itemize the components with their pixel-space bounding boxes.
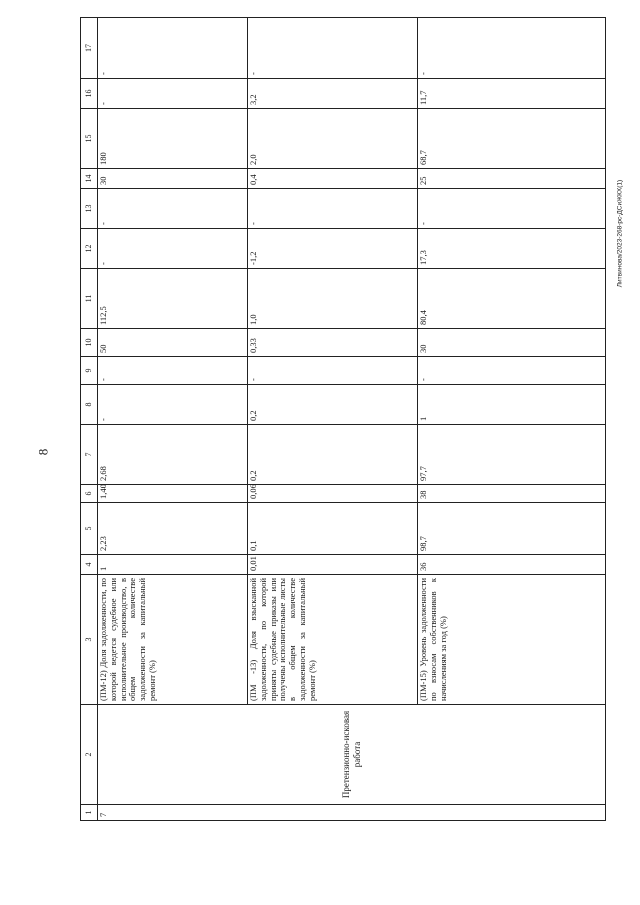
value-cell: 0,33	[248, 329, 418, 357]
table-row	[418, 18, 606, 821]
value-cell: 1,0	[248, 269, 418, 329]
table-row	[98, 18, 248, 821]
header-cell: 1	[81, 805, 98, 821]
value-cell: 11,7	[418, 79, 606, 109]
header-cell: 15	[81, 109, 98, 169]
value-cell: 68,7	[418, 109, 606, 169]
value-cell: -	[248, 357, 418, 385]
value-cell: 80,4	[418, 269, 606, 329]
value-cell: -	[98, 229, 248, 269]
value-cell: -	[98, 385, 248, 425]
value-cell: 0,1	[248, 503, 418, 555]
indicator-description: (ПМ -13) Доля взысканной задолженности, по которой приняты судебные приказы или получены исполнительные листы в общем количестве задолженности за капитальный ремонт (%)	[248, 575, 418, 705]
value-cell: 0,01	[248, 555, 418, 575]
value-cell: 2,0	[248, 109, 418, 169]
value-cell: 180	[98, 109, 248, 169]
indicator-description: (ПМ-12) Доля задолженности, по которой ведется судебное или исполнительное производство, в общем количестве задолженности за капитальный ремонт (%)	[98, 575, 248, 705]
value-cell: -	[418, 357, 606, 385]
header-cell: 10	[81, 329, 98, 357]
header-cell: 12	[81, 229, 98, 269]
header-cell: 13	[81, 189, 98, 229]
row-number-cell: 7	[98, 805, 606, 821]
value-cell: 0,2	[248, 425, 418, 485]
value-cell: 0,06	[248, 485, 418, 503]
header-cell: 7	[81, 425, 98, 485]
header-cell: 14	[81, 169, 98, 189]
value-cell: 2,68	[98, 425, 248, 485]
value-cell: -	[248, 18, 418, 79]
value-cell: 0,4	[248, 169, 418, 189]
page-number: 8	[35, 448, 51, 456]
value-cell: 17,3	[418, 229, 606, 269]
value-cell: 25	[418, 169, 606, 189]
footer-reference: Литвинова/2023-268-рс-ДСиЖКХ(1)	[616, 179, 624, 288]
value-cell: 3,2	[248, 79, 418, 109]
indicator-description: (ПМ-15) Уровень задолженности по взносам собственников к начислениям за год (%)	[418, 575, 606, 705]
indicators-table	[80, 17, 606, 821]
value-cell: -	[418, 189, 606, 229]
value-cell: 1	[98, 555, 248, 575]
header-cell: 2	[81, 705, 98, 805]
value-cell: 36	[418, 555, 606, 575]
value-cell: 98,7	[418, 503, 606, 555]
header-cell: 6	[81, 485, 98, 503]
value-cell: 2,23	[98, 503, 248, 555]
value-cell: 0,2	[248, 385, 418, 425]
header-cell: 17	[81, 18, 98, 79]
value-cell: 30	[98, 169, 248, 189]
value-cell: -	[98, 79, 248, 109]
value-cell: -	[98, 357, 248, 385]
value-cell: 1	[418, 385, 606, 425]
value-cell: 38	[418, 485, 606, 503]
value-cell: 50	[98, 329, 248, 357]
header-cell: 5	[81, 503, 98, 555]
value-cell: -	[248, 189, 418, 229]
value-cell: -	[98, 18, 248, 79]
value-cell: 97,7	[418, 425, 606, 485]
value-cell: -1,2	[248, 229, 418, 269]
value-cell: -	[98, 189, 248, 229]
value-cell: 30	[418, 329, 606, 357]
value-cell: 112,5	[98, 269, 248, 329]
table-row	[248, 18, 418, 821]
header-row	[81, 18, 98, 821]
value-cell: -	[418, 18, 606, 79]
header-cell: 8	[81, 385, 98, 425]
header-cell: 9	[81, 357, 98, 385]
header-cell: 11	[81, 269, 98, 329]
category-cell: Претензионно-исковая работа	[98, 705, 606, 805]
value-cell: 1,40	[98, 485, 248, 503]
rotated-table-container	[80, 44, 602, 821]
header-cell: 4	[81, 555, 98, 575]
header-cell: 16	[81, 79, 98, 109]
header-cell: 3	[81, 575, 98, 705]
